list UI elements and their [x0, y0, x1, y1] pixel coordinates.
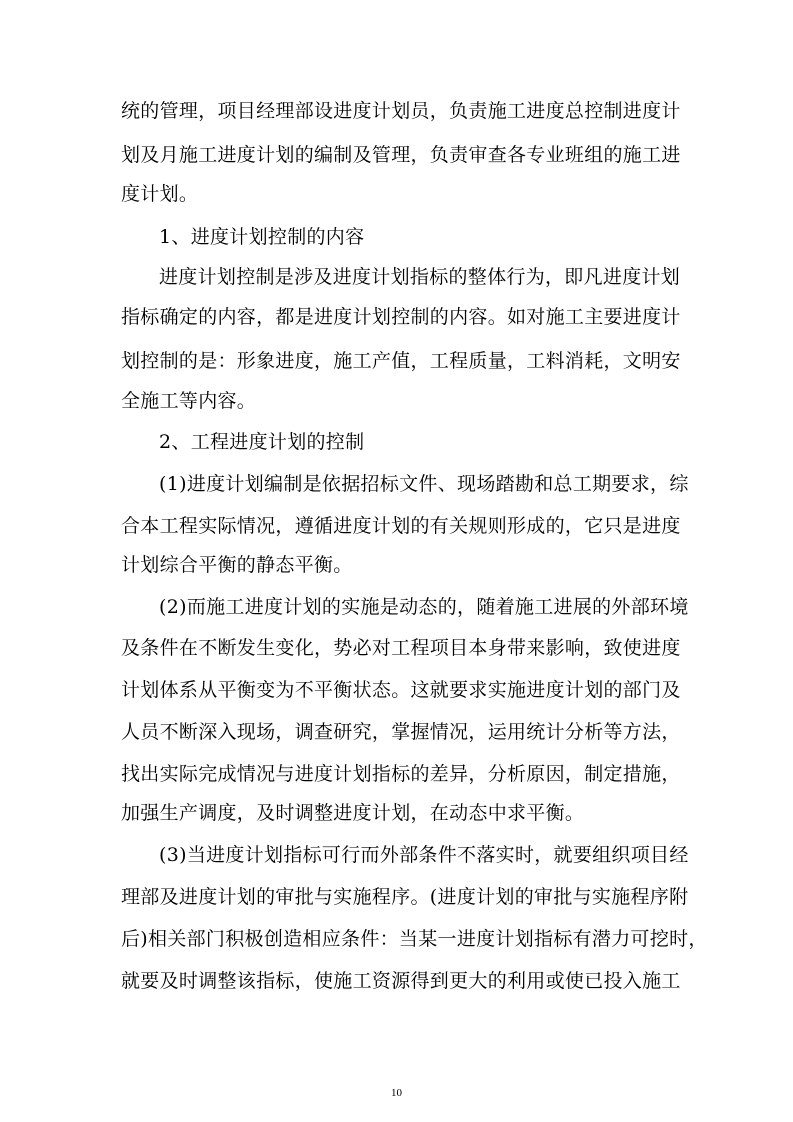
text-line: 进度计划控制是涉及进度计划指标的整体行为，即凡进度计划 — [159, 266, 681, 288]
section-heading: 1、进度计划控制的内容 — [159, 226, 365, 248]
text-line: 划及月施工进度计划的编制及管理，负责审查各专业班组的施工进 — [121, 144, 681, 166]
text-line: (2)而施工进度计划的实施是动态的，随着施工进展的外部环境 — [159, 596, 689, 618]
text-line: 加强生产调度，及时调整进度计划，在动态中求平衡。 — [121, 802, 585, 824]
text-line: (3)当进度计划指标可行而外部条件不落实时，就要组织项目经 — [159, 844, 689, 866]
text-line: (1)进度计划编制是依据招标文件、现场踏勘和总工期要求，综 — [159, 473, 689, 495]
section-heading: 2、工程进度计划的控制 — [159, 431, 365, 453]
text-line: 后)相关部门积极创造相应条件：当某一进度计划指标有潜力可挖时， — [121, 928, 708, 950]
text-line: 就要及时调整该指标，使施工资源得到更大的利用或使已投入施工 — [121, 970, 681, 992]
text-line: 指标确定的内容，都是进度计划控制的内容。如对施工主要进度计 — [121, 306, 681, 328]
text-line: 找出实际完成情况与进度计划指标的差异，分析原因，制定措施， — [121, 763, 681, 785]
text-line: 计划体系从平衡变为不平衡状态。这就要求实施进度计划的部门及 — [121, 679, 681, 701]
text-line: 统的管理，项目经理部设进度计划员，负责施工进度总控制进度计 — [121, 100, 681, 122]
text-line: 合本工程实际情况，遵循进度计划的有关规则形成的，它只是进度 — [121, 515, 681, 537]
text-line: 人员不断深入现场，调查研究，掌握情况，运用统计分析等方法， — [121, 721, 681, 743]
text-line: 全施工等内容。 — [121, 390, 257, 412]
text-line: 度计划。 — [121, 183, 199, 205]
text-line: 计划综合平衡的静态平衡。 — [121, 554, 353, 576]
text-line: 理部及进度计划的审批与实施程序。(进度计划的审批与实施程序附 — [121, 886, 689, 908]
text-line: 划控制的是：形象进度，施工产值，工程质量，工料消耗，文明安 — [121, 350, 681, 372]
text-line: 及条件在不断发生变化，势必对工程项目本身带来影响，致使进度 — [121, 637, 681, 659]
page-number: 10 — [391, 1087, 402, 1099]
